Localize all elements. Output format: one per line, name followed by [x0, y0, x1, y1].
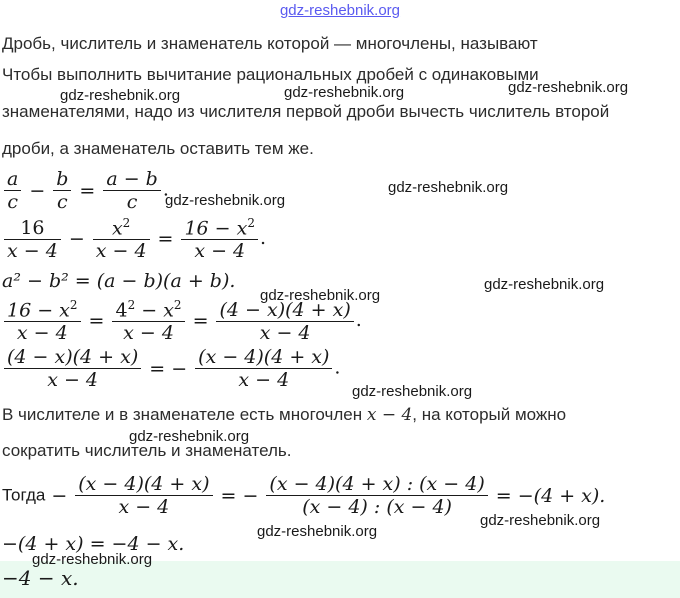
denominator: x − 4	[95, 240, 147, 263]
text-line-5	[2, 404, 566, 426]
watermark: gdz-reshebnik.org	[60, 87, 181, 104]
numerator: b	[56, 168, 69, 190]
watermark: gdz-reshebnik.org	[352, 383, 473, 400]
numerator: a − b	[106, 168, 158, 190]
fraction-divided	[266, 473, 487, 518]
text-part: В числителе и в знаменателе есть многочлен	[2, 405, 367, 424]
text-line-2: Чтобы выполнить вычитание рациональных дробей с одинаковыми	[2, 65, 539, 84]
exponent: 2	[247, 216, 256, 230]
denominator: x − 4	[259, 321, 311, 344]
formula-text: a² − b² = (a − b)(a + b).	[2, 270, 236, 292]
fraction-combined	[181, 216, 258, 262]
text-part: , на который можно	[412, 405, 567, 424]
answer-value: −4 − x.	[2, 566, 79, 590]
site-link[interactable]: gdz-reshebnik.org	[279, 2, 401, 19]
fraction-result	[103, 168, 161, 213]
watermark: gdz-reshebnik.org	[165, 192, 286, 209]
formula-end: .	[355, 309, 362, 332]
denominator: x − 4	[194, 240, 246, 263]
text-line-6: сократить числитель и знаменатель.	[2, 441, 292, 460]
numerator-base: 4	[115, 299, 128, 322]
formula-reduction: Тогда − $\frac{(x - 4)(4 + x)}{x - 4}$ = − $\frac{(x - 4)(4 + x) : (x - 4)}{(x - 4) : (x - 4)}$ = −(4 + x).	[2, 473, 606, 518]
formula-end: .	[334, 356, 341, 379]
watermark: gdz-reshebnik.org	[480, 512, 601, 529]
numerator: (4 − x)(4 + x)	[219, 298, 351, 321]
watermark: gdz-reshebnik.org	[284, 84, 405, 101]
fraction-x2	[93, 216, 150, 262]
formula-text: −(4 + x) = −4 − x.	[2, 533, 185, 555]
numerator: (x − 4)(4 + x) : (x − 4)	[269, 473, 485, 495]
fraction-left	[4, 346, 141, 391]
watermark: gdz-reshebnik.org	[129, 428, 250, 445]
fraction-16	[4, 217, 61, 262]
watermark: gdz-reshebnik.org	[388, 179, 509, 196]
formula-end: .	[260, 227, 267, 250]
fraction-a-over-c	[4, 168, 21, 213]
exponent: 2	[127, 298, 136, 312]
denominator: x − 4	[47, 369, 99, 391]
formula-end: .	[162, 178, 169, 201]
formula-task: $\frac{16}{x - 4}$ − $\frac{x^2}{x - 4}$ = $\frac{16 - x^2}{x - 4}$ .	[2, 216, 266, 262]
numerator: (x − 4)(4 + x)	[198, 346, 330, 368]
fraction-b-over-c	[53, 168, 71, 213]
denominator: c	[7, 191, 18, 213]
numerator: 16 − x	[184, 217, 248, 240]
denominator: (x − 4) : (x − 4)	[302, 496, 452, 518]
numerator: (x − 4)(4 + x)	[78, 473, 210, 495]
exponent: 2	[122, 216, 131, 230]
numerator-rest: − x	[135, 299, 174, 322]
watermark: gdz-reshebnik.org	[508, 79, 629, 96]
formula-factoring: $\frac{16 - x^2}{x - 4}$ = $\frac{4^2 - x^2}{x - 4}$ = $\frac{(4 - x)(4 + x)}{x - 4}$ .	[2, 298, 362, 344]
fraction-4sq-x2	[112, 298, 184, 344]
denominator: c	[126, 191, 138, 213]
fraction-before	[75, 473, 212, 518]
denominator: x − 4	[7, 239, 58, 262]
result: = −(4 + x).	[495, 484, 606, 507]
formula-sign-change: $\frac{(4 - x)(4 + x)}{x - 4}$ = − $\frac{(x - 4)(4 + x)}{x - 4}$ .	[2, 346, 340, 391]
watermark: gdz-reshebnik.org	[32, 551, 153, 568]
denominator: c	[57, 191, 68, 213]
numerator: (4 − x)(4 + x)	[7, 346, 139, 368]
numerator: 16 − x	[7, 299, 70, 322]
inline-math: x − 4	[366, 405, 413, 425]
text-line-4: дроби, а знаменатель оставить тем же.	[2, 139, 314, 158]
numerator: a	[7, 168, 19, 190]
denominator: x − 4	[118, 496, 170, 518]
fraction-right	[195, 346, 332, 391]
text-line-3: знаменателями, надо из числителя первой дроби вычесть числитель второй	[2, 102, 610, 121]
text-line-1: Дробь, числитель и знаменатель которой — многочлены, называют	[2, 34, 538, 53]
denominator: x − 4	[16, 322, 68, 345]
watermark: gdz-reshebnik.org	[257, 523, 378, 540]
denominator: x − 4	[238, 369, 290, 391]
formula-subtraction-rule: $\frac{a}{c}$ − $\frac{b}{c}$ = $\frac{a - b}{c}$ .	[2, 168, 169, 213]
then-label: Тогда	[2, 485, 46, 505]
fraction-factored	[216, 299, 353, 344]
watermark: gdz-reshebnik.org	[260, 287, 381, 304]
numerator: 16	[20, 216, 45, 239]
fraction-16-x2	[4, 298, 81, 344]
formula-difference-of-squares	[2, 270, 235, 292]
exponent: 2	[69, 298, 78, 312]
numerator: x	[111, 217, 123, 240]
watermark: gdz-reshebnik.org	[484, 276, 605, 293]
denominator: x − 4	[123, 322, 174, 345]
exponent: 2	[173, 298, 182, 312]
